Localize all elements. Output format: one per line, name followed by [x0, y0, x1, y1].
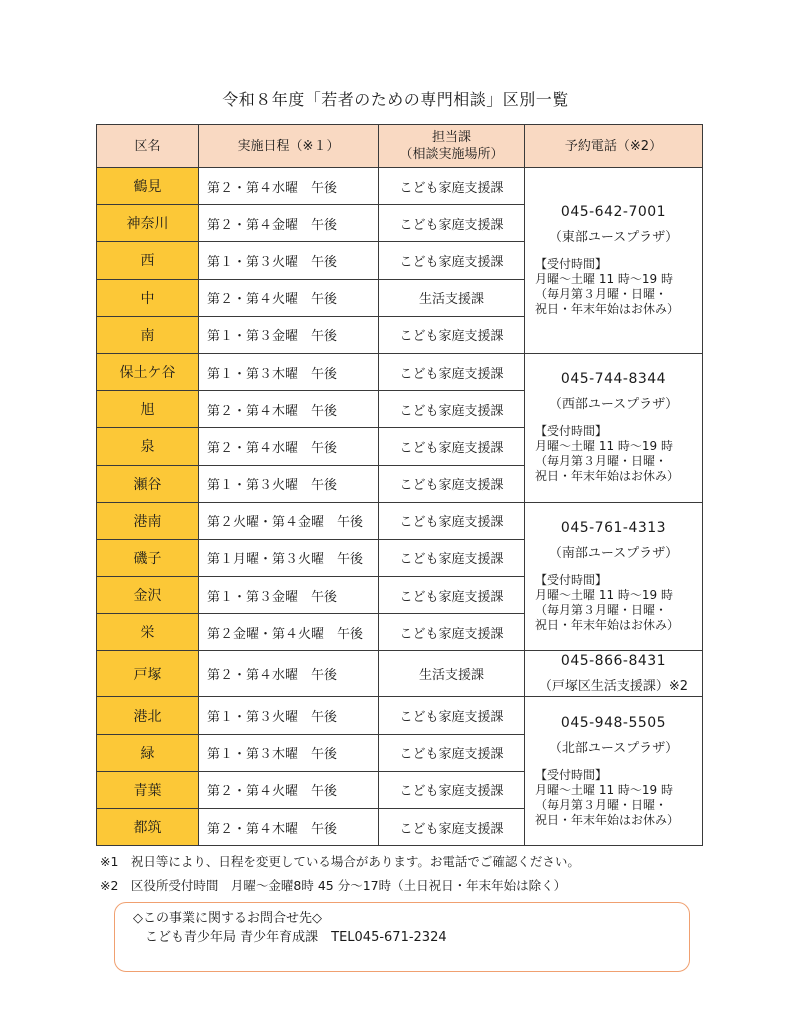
hours-line2: （毎月第３月曜・日曜・ [535, 454, 668, 469]
ward-name: 西 [97, 242, 199, 279]
dept-cell: こども家庭支援課 [379, 771, 525, 808]
table-header-row [97, 125, 703, 168]
schedule-cell: 第２・第４金曜 午後 [199, 205, 379, 242]
dept-cell: こども家庭支援課 [379, 391, 525, 428]
ward-name: 瀬谷 [97, 465, 199, 502]
phone-location: （南部ユースプラザ） [548, 546, 679, 562]
hours-label: 【受付時間】 [535, 767, 608, 782]
hours-line2: （毎月第３月曜・日曜・ [535, 603, 668, 618]
table-row [97, 353, 703, 390]
hours-line3: 祝日・年末年始はお休み） [535, 812, 680, 827]
hours-line1: 月曜～土曜 11 時～19 時 [535, 271, 673, 286]
ward-name: 泉 [97, 428, 199, 465]
footnote-1: ※1 祝日等により、日程を変更している場合があります。お電話でご確認ください。 [100, 854, 580, 869]
ward-name: 栄 [97, 614, 199, 651]
schedule-cell: 第２・第４木曜 午後 [199, 809, 379, 846]
schedule-cell: 第１・第３火曜 午後 [199, 697, 379, 734]
dept-cell: こども家庭支援課 [379, 697, 525, 734]
phone-number[interactable]: 045-642-7001 [560, 203, 667, 220]
header-dept-line1: 担当課 [431, 130, 471, 145]
dept-cell: こども家庭支援課 [379, 205, 525, 242]
hours-line2: （毎月第３月曜・日曜・ [535, 797, 668, 812]
phone-cell [525, 651, 703, 697]
ward-name: 中 [97, 279, 199, 316]
schedule-cell: 第２・第４水曜 午後 [199, 651, 379, 697]
hours-line3: 祝日・年末年始はお休み） [535, 301, 680, 316]
dept-cell: こども家庭支援課 [379, 734, 525, 771]
contact-detail: こども青少年局 青少年育成課 TEL045-671-2324 [145, 930, 447, 945]
ward-name: 南 [97, 316, 199, 353]
hours-label: 【受付時間】 [535, 573, 608, 588]
phone-cell [525, 168, 703, 354]
dept-cell: こども家庭支援課 [379, 614, 525, 651]
consultation-table [96, 124, 703, 846]
reception-hours [535, 257, 702, 317]
hours-line1: 月曜～土曜 11 時～19 時 [535, 439, 673, 454]
hours-line3: 祝日・年末年始はお休み） [535, 618, 680, 633]
dept-cell: こども家庭支援課 [379, 168, 525, 205]
table-row [97, 651, 703, 697]
phone-location: （北部ユースプラザ） [548, 740, 679, 756]
dept-cell: 生活支援課 [379, 651, 525, 697]
ward-name: 戸塚 [97, 651, 199, 697]
phone-number[interactable]: 045-866-8431 [560, 653, 667, 670]
header-phone: 予約電話（※2） [525, 125, 703, 168]
header-ward: 区名 [97, 125, 199, 168]
header-schedule: 実施日程（※１） [199, 125, 379, 168]
schedule-cell: 第２・第４火曜 午後 [199, 771, 379, 808]
footnotes [100, 850, 580, 898]
hours-line1: 月曜～土曜 11 時～19 時 [535, 588, 673, 603]
dept-cell: こども家庭支援課 [379, 539, 525, 576]
ward-name: 磯子 [97, 539, 199, 576]
hours-line2: （毎月第３月曜・日曜・ [535, 286, 668, 301]
ward-name: 青葉 [97, 771, 199, 808]
table-row [97, 168, 703, 205]
hours-label: 【受付時間】 [535, 424, 608, 439]
dept-cell: こども家庭支援課 [379, 428, 525, 465]
schedule-cell: 第１・第３木曜 午後 [199, 734, 379, 771]
page-title: 令和８年度「若者のための専門相談」区別一覧 [222, 90, 569, 109]
hours-line1: 月曜～土曜 11 時～19 時 [535, 782, 673, 797]
phone-number[interactable]: 045-744-8344 [560, 371, 667, 388]
phone-location: （西部ユースプラザ） [548, 397, 679, 413]
ward-name: 保土ケ谷 [97, 353, 199, 390]
dept-cell: こども家庭支援課 [379, 465, 525, 502]
ward-name: 港南 [97, 502, 199, 539]
contact-heading: ◇この事業に関するお問合せ先◇ [133, 911, 322, 926]
schedule-cell: 第１・第３金曜 午後 [199, 316, 379, 353]
dept-cell: こども家庭支援課 [379, 809, 525, 846]
reception-hours [535, 768, 702, 828]
phone-cell [525, 353, 703, 502]
reception-hours [535, 424, 702, 484]
phone-location: （戸塚区生活支援課）※2 [538, 679, 689, 695]
ward-name: 金沢 [97, 577, 199, 614]
schedule-cell: 第２・第４水曜 午後 [199, 428, 379, 465]
schedule-cell: 第１・第３木曜 午後 [199, 353, 379, 390]
dept-cell: こども家庭支援課 [379, 577, 525, 614]
contact-box [114, 902, 690, 972]
phone-number[interactable]: 045-948-5505 [560, 714, 667, 731]
schedule-cell: 第２・第４水曜 午後 [199, 168, 379, 205]
ward-name: 緑 [97, 734, 199, 771]
dept-cell: こども家庭支援課 [379, 353, 525, 390]
ward-name: 港北 [97, 697, 199, 734]
ward-name: 都筑 [97, 809, 199, 846]
schedule-cell: 第１月曜・第３火曜 午後 [199, 539, 379, 576]
schedule-cell: 第２・第４木曜 午後 [199, 391, 379, 428]
phone-cell [525, 502, 703, 651]
schedule-cell: 第２火曜・第４金曜 午後 [199, 502, 379, 539]
dept-cell: こども家庭支援課 [379, 316, 525, 353]
hours-label: 【受付時間】 [535, 256, 608, 271]
header-dept-line2: （相談実施場所） [399, 147, 504, 162]
dept-cell: こども家庭支援課 [379, 242, 525, 279]
header-dept [379, 125, 525, 168]
phone-cell [525, 697, 703, 846]
footnote-2: ※2 区役所受付時間 月曜～金曜8時 45 分～17時（土日祝日・年末年始は除く） [100, 878, 567, 893]
schedule-cell: 第１・第３金曜 午後 [199, 577, 379, 614]
schedule-cell: 第１・第３火曜 午後 [199, 242, 379, 279]
phone-number[interactable]: 045-761-4313 [560, 520, 667, 537]
ward-name: 旭 [97, 391, 199, 428]
phone-location: （東部ユースプラザ） [548, 229, 679, 245]
schedule-cell: 第１・第３火曜 午後 [199, 465, 379, 502]
table-body [97, 168, 703, 846]
hours-line3: 祝日・年末年始はお休み） [535, 469, 680, 484]
dept-cell: 生活支援課 [379, 279, 525, 316]
table-row [97, 697, 703, 734]
ward-name: 神奈川 [97, 205, 199, 242]
table-row [97, 502, 703, 539]
reception-hours [535, 573, 702, 633]
ward-name: 鶴見 [97, 168, 199, 205]
schedule-cell: 第２・第４火曜 午後 [199, 279, 379, 316]
schedule-cell: 第２金曜・第４火曜 午後 [199, 614, 379, 651]
dept-cell: こども家庭支援課 [379, 502, 525, 539]
